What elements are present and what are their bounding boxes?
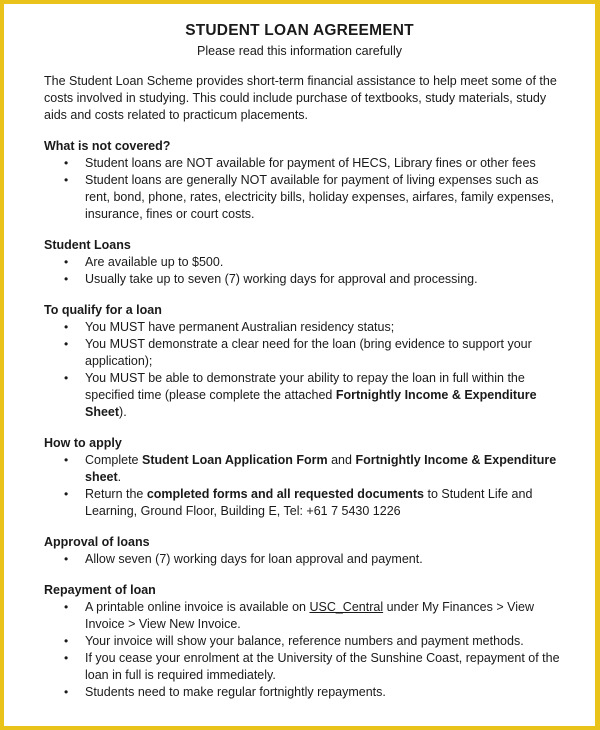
list-item bbox=[85, 370, 565, 421]
section-qualify bbox=[44, 302, 565, 421]
section-not-covered bbox=[44, 138, 565, 223]
list-item bbox=[85, 599, 565, 633]
list-item-text: and bbox=[327, 453, 356, 467]
section-heading: Student Loans bbox=[44, 238, 131, 252]
list-item: • Student loans are NOT available for payment of HECS, Library fines or other fees bbox=[85, 155, 565, 172]
documents-bold: completed forms and all requested documents bbox=[146, 487, 424, 501]
section-heading: To qualify for a loan bbox=[44, 303, 162, 317]
intro-paragraph: The Student Loan Scheme provides short-term financial assistance to help meet some of the costs involved in studying. This could include purchase of textbooks, study materials, study aids and costs related to practicum placements. bbox=[44, 74, 557, 122]
bullet-list bbox=[44, 452, 565, 520]
list-item: • If you cease your enrolment at the University of the Sunshine Coast, repayment of the loan in full is required immediately. bbox=[85, 650, 565, 684]
list-item: • You MUST have permanent Australian residency status; bbox=[85, 319, 565, 336]
list-item: • Allow seven (7) working days for loan approval and payment. bbox=[85, 551, 565, 568]
form-name-bold: Student Loan Application Form bbox=[141, 453, 328, 467]
list-item: • Are available up to $500. bbox=[85, 254, 565, 271]
section-heading: How to apply bbox=[44, 436, 122, 450]
list-item: • Your invoice will show your balance, reference numbers and payment methods. bbox=[85, 633, 565, 650]
section-student-loans bbox=[44, 237, 565, 288]
list-item: • Students need to make regular fortnightly repayments. bbox=[85, 684, 565, 701]
form-name-bold: Fortnightly Income & Expenditure Sheet bbox=[85, 388, 537, 419]
form-name-bold: Fortnightly Income & Expenditure sheet bbox=[85, 453, 557, 484]
list-item: • You MUST demonstrate a clear need for the loan (bring evidence to support your application); bbox=[85, 336, 565, 370]
section-heading: Repayment of loan bbox=[44, 583, 156, 597]
usc-central-link[interactable]: USC_Central bbox=[309, 600, 384, 614]
section-heading: Approval of loans bbox=[44, 535, 150, 549]
bullet-list bbox=[44, 319, 565, 421]
document-title: STUDENT LOAN AGREEMENT bbox=[185, 22, 414, 39]
list-item-text: ). bbox=[119, 405, 127, 419]
list-item-text: Complete bbox=[85, 453, 142, 467]
document-subtitle: Please read this information carefully bbox=[197, 44, 402, 58]
list-item: • Student loans are generally NOT available for payment of living expenses such as rent, bond, phone, rates, electricity bills, holiday expenses, airfares, family expenses, insurance, fines or court costs. bbox=[85, 172, 565, 223]
list-item-text: to Student Life and Learning, Ground Floor, Building E, Tel: +61 7 5430 1226 bbox=[85, 487, 533, 518]
section-repayment bbox=[44, 582, 565, 701]
bullet-list bbox=[44, 599, 565, 701]
list-item-text: under My Finances > View Invoice > View New Invoice. bbox=[85, 600, 534, 631]
list-item bbox=[85, 486, 565, 520]
bullet-list bbox=[44, 551, 565, 568]
section-approval bbox=[44, 534, 565, 568]
list-item-text: Return the bbox=[85, 487, 147, 501]
list-item-text: A printable online invoice is available on bbox=[85, 600, 310, 614]
list-item-text: You MUST be able to demonstrate your ability to repay the loan in full within the specified time (please complete the attached bbox=[85, 371, 525, 402]
document-page bbox=[4, 4, 595, 726]
list-item: • Usually take up to seven (7) working days for approval and processing. bbox=[85, 271, 565, 288]
section-how-to-apply bbox=[44, 435, 565, 520]
bullet-list bbox=[44, 254, 565, 288]
list-item-text: . bbox=[117, 470, 122, 484]
list-item bbox=[85, 452, 565, 486]
section-heading: What is not covered? bbox=[44, 139, 171, 153]
bullet-list bbox=[44, 155, 565, 223]
